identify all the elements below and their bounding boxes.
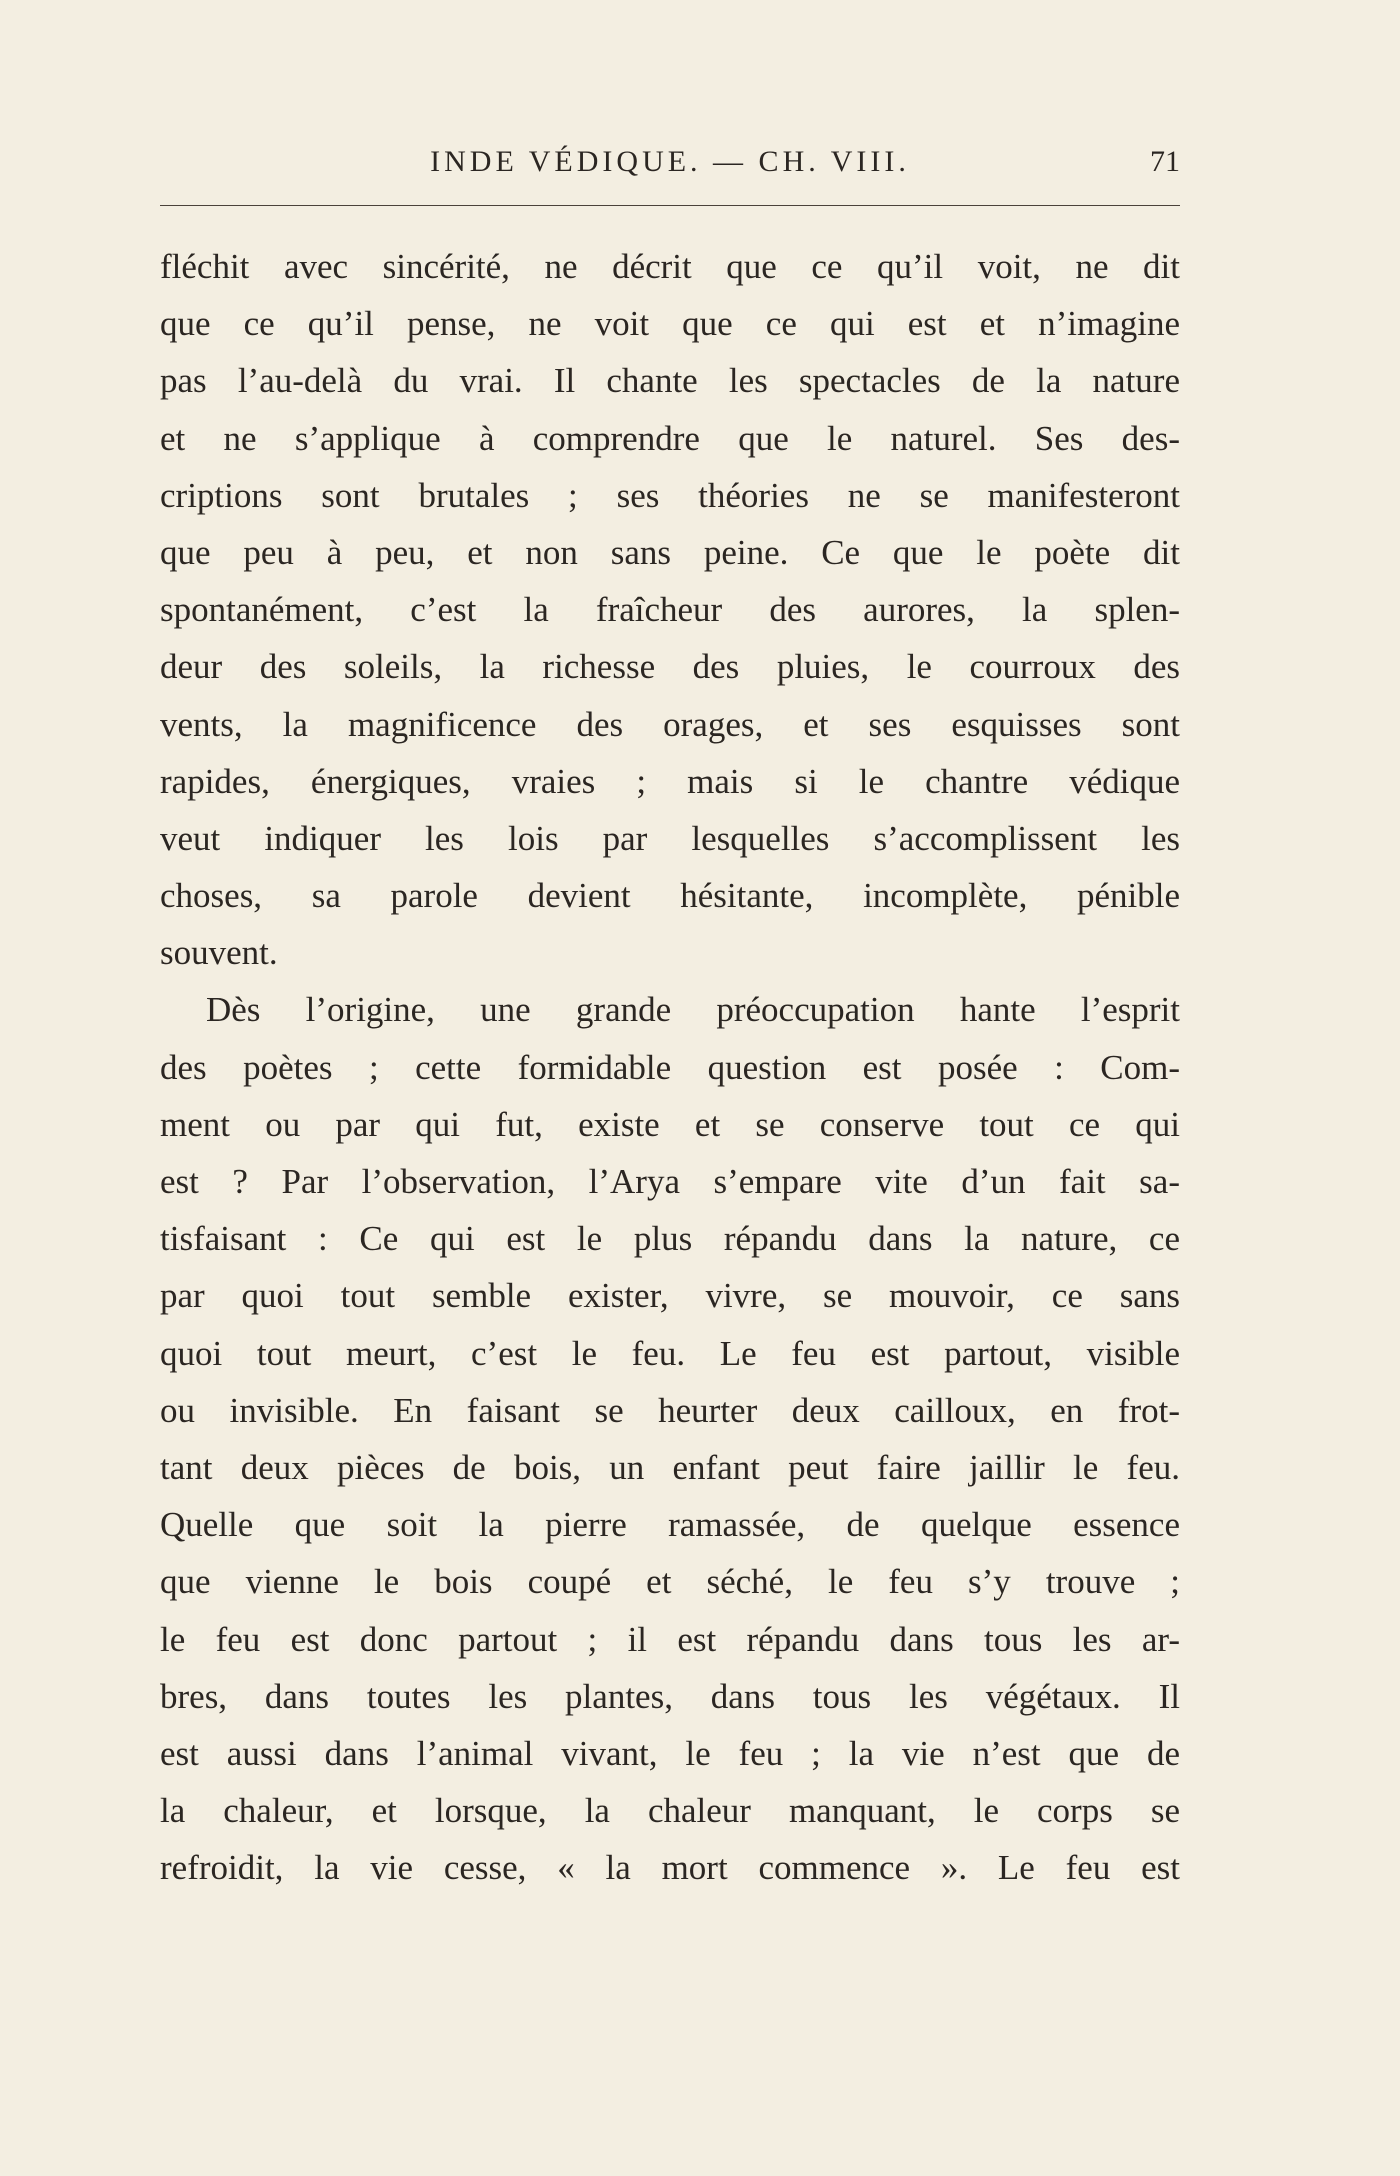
text-line: que peu à peu, et non sans peine. Ce que le poète dit <box>160 532 1180 572</box>
text-line: est ? Par l’observation, l’Arya s’empare vite d’un fait sa- <box>160 1162 1180 1201</box>
text-line: criptions sont brutales ; ses théories ne se manifesteront <box>160 475 1180 515</box>
text-line: deur des soleils, la richesse des pluies, le courroux des <box>160 647 1180 687</box>
text-line: refroidit, la vie cesse, « la mort commence ». Le feu est <box>160 1848 1180 1888</box>
text-line: quoi tout meurt, c’est le feu. Le feu est partout, visible <box>160 1333 1180 1373</box>
running-header <box>160 142 1180 190</box>
text-line: souvent. <box>160 933 278 973</box>
text-line: est aussi dans l’animal vivant, le feu ; la vie n’est que de <box>160 1733 1180 1773</box>
text-line: que vienne le bois coupé et séché, le feu s’y trouve ; <box>160 1562 1180 1602</box>
text-line: la chaleur, et lorsque, la chaleur manquant, le corps se <box>160 1791 1180 1831</box>
text-line: spontanément, c’est la fraîcheur des aurores, la splen- <box>160 590 1180 630</box>
text-line: que ce qu’il pense, ne voit que ce qui est et n’imagine <box>160 304 1180 344</box>
text-line: Dès l’origine, une grande préoccupation hante l’esprit <box>206 990 1180 1030</box>
running-title: INDE VÉDIQUE. — CH. VIII. <box>430 145 910 178</box>
text-line: des poètes ; cette formidable question est posée : Com- <box>160 1047 1180 1087</box>
text-line: ment ou par qui fut, existe et se conserve tout ce qui <box>160 1104 1180 1144</box>
text-line: ou invisible. En faisant se heurter deux cailloux, en frot- <box>160 1390 1180 1430</box>
text-line: tisfaisant : Ce qui est le plus répandu dans la nature, ce <box>160 1219 1180 1259</box>
text-line: bres, dans toutes les plantes, dans tous les végétaux. Il <box>160 1676 1180 1716</box>
text-line: choses, sa parole devient hésitante, incomplète, pénible <box>160 876 1180 916</box>
text-line: Quelle que soit la pierre ramassée, de quelque essence <box>160 1505 1180 1545</box>
header-rule <box>160 205 1180 206</box>
text-line: et ne s’applique à comprendre que le naturel. Ses des- <box>160 418 1180 458</box>
text-line: par quoi tout semble exister, vivre, se mouvoir, ce sans <box>160 1276 1180 1316</box>
page-number: 71 <box>1150 145 1180 178</box>
body-text <box>160 238 1180 1896</box>
text-line: pas l’au-delà du vrai. Il chante les spectacles de la nature <box>160 361 1180 401</box>
text-line: vents, la magnificence des orages, et ses esquisses sont <box>160 704 1180 744</box>
text-line: veut indiquer les lois par lesquelles s’accomplissent les <box>160 818 1180 858</box>
text-line: le feu est donc partout ; il est répandu dans tous les ar- <box>160 1619 1180 1659</box>
text-line: fléchit avec sincérité, ne décrit que ce qu’il voit, ne dit <box>160 247 1180 286</box>
text-line: tant deux pièces de bois, un enfant peut faire jaillir le feu. <box>160 1447 1180 1487</box>
text-line: rapides, énergiques, vraies ; mais si le chantre védique <box>160 761 1180 801</box>
